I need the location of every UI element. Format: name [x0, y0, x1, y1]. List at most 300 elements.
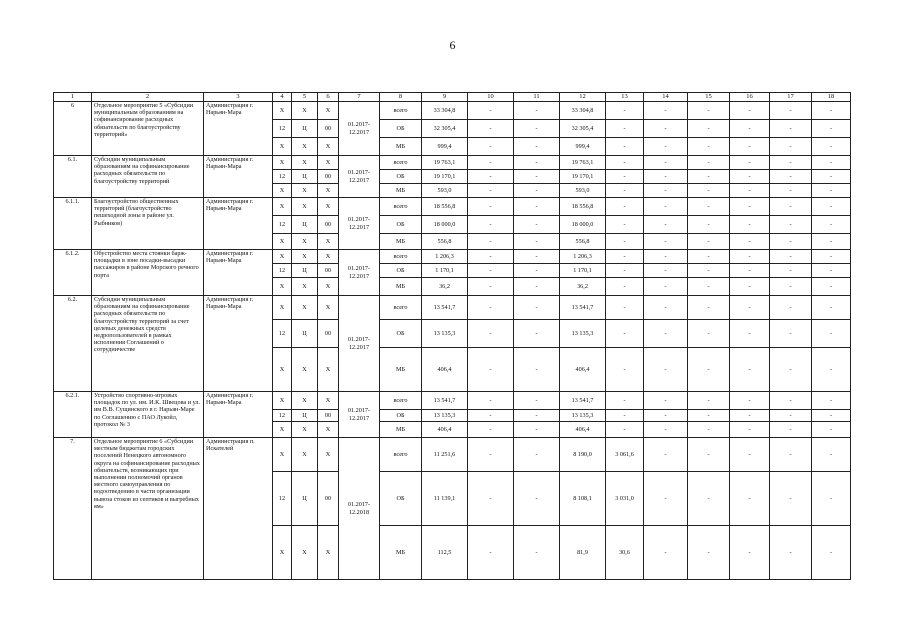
source-cell: ОБ — [380, 472, 422, 526]
value-cell: 11 251,6 — [422, 438, 468, 472]
code-cell: Х — [318, 250, 339, 264]
value-cell: 19 763,1 — [560, 156, 606, 170]
code-cell: Х — [273, 234, 292, 250]
value-cell: - — [730, 184, 770, 198]
value-cell: 18 556,8 — [560, 198, 606, 216]
value-cell: - — [688, 422, 730, 438]
value-cell: 13 541,7 — [422, 392, 468, 410]
code-cell: Х — [318, 138, 339, 156]
value-cell: - — [730, 320, 770, 348]
header-row — [54, 93, 851, 102]
value-cell: - — [468, 198, 514, 216]
value-cell: - — [514, 278, 560, 296]
value-cell: - — [688, 156, 730, 170]
header-cell: 17 — [770, 93, 812, 102]
item-number: 6.1. — [54, 156, 92, 198]
value-cell: - — [606, 216, 644, 234]
value-cell: - — [468, 156, 514, 170]
value-cell: 406,4 — [422, 422, 468, 438]
value-cell: 1 170,1 — [422, 264, 468, 278]
value-cell: 19 170,1 — [560, 170, 606, 184]
code-cell: Х — [318, 438, 339, 472]
code-cell: Х — [273, 438, 292, 472]
value-cell: - — [644, 438, 688, 472]
code-cell: Х — [292, 250, 318, 264]
code-cell: Х — [273, 392, 292, 410]
value-cell: - — [730, 422, 770, 438]
period: 01.2017-12.2018 — [339, 438, 380, 580]
value-cell: - — [730, 526, 770, 580]
value-cell: 13 135,3 — [422, 320, 468, 348]
code-cell: Х — [273, 198, 292, 216]
value-cell: - — [812, 216, 851, 234]
table-row — [54, 250, 851, 264]
value-cell: - — [644, 234, 688, 250]
header-cell: 12 — [560, 93, 606, 102]
value-cell: - — [606, 120, 644, 138]
value-cell: - — [688, 216, 730, 234]
value-cell: - — [730, 234, 770, 250]
value-cell: - — [468, 320, 514, 348]
source-cell: МБ — [380, 184, 422, 198]
code-cell: Х — [292, 526, 318, 580]
value-cell: 406,4 — [560, 422, 606, 438]
value-cell: 1 206,3 — [560, 250, 606, 264]
value-cell: - — [514, 170, 560, 184]
value-cell: - — [644, 392, 688, 410]
value-cell: - — [688, 472, 730, 526]
value-cell: - — [606, 264, 644, 278]
code-cell: Х — [273, 102, 292, 120]
code-cell: Х — [273, 156, 292, 170]
value-cell: - — [468, 410, 514, 422]
code-cell: Ц — [292, 170, 318, 184]
item-name: Устройство спортивно-игровых площадок по ул. им. И.К. Швецова и ул. им В.В. Сущинского в г. Нарьян-Маре по Соглашению с ПАО Лукойл, протокол № 3 — [92, 392, 204, 438]
value-cell: - — [514, 296, 560, 320]
value-cell: 13 541,7 — [560, 392, 606, 410]
value-cell: - — [688, 138, 730, 156]
code-cell: Х — [273, 526, 292, 580]
value-cell: 18 000,0 — [560, 216, 606, 234]
value-cell: - — [812, 156, 851, 170]
value-cell: 32 305,4 — [422, 120, 468, 138]
value-cell: - — [812, 320, 851, 348]
source-cell: МБ — [380, 348, 422, 392]
value-cell: - — [812, 410, 851, 422]
value-cell: - — [606, 170, 644, 184]
value-cell: - — [688, 170, 730, 184]
code-cell: Х — [292, 156, 318, 170]
code-cell: 12 — [273, 170, 292, 184]
value-cell: - — [688, 526, 730, 580]
value-cell: - — [812, 234, 851, 250]
value-cell: - — [812, 472, 851, 526]
value-cell: - — [812, 138, 851, 156]
value-cell: - — [644, 216, 688, 234]
value-cell: - — [770, 526, 812, 580]
value-cell: - — [468, 392, 514, 410]
value-cell: - — [730, 216, 770, 234]
executor: Администрация г. Нарьян-Мара — [204, 198, 273, 250]
value-cell: - — [468, 438, 514, 472]
source-cell: ОБ — [380, 410, 422, 422]
value-cell: 32 305,4 — [560, 120, 606, 138]
value-cell: - — [730, 348, 770, 392]
value-cell: - — [730, 198, 770, 216]
value-cell: - — [514, 392, 560, 410]
value-cell: - — [730, 156, 770, 170]
value-cell: 13 541,7 — [422, 296, 468, 320]
value-cell: 36,2 — [422, 278, 468, 296]
page-number: 6 — [449, 38, 456, 52]
value-cell: - — [812, 392, 851, 410]
code-cell: Х — [292, 348, 318, 392]
value-cell: - — [688, 120, 730, 138]
value-cell: - — [812, 184, 851, 198]
value-cell: - — [644, 138, 688, 156]
header-cell: 7 — [339, 93, 380, 102]
header-cell: 1 — [54, 93, 92, 102]
executor: Администрация г. Нарьян-Мара — [204, 102, 273, 156]
code-cell: Х — [273, 184, 292, 198]
value-cell: 406,4 — [560, 348, 606, 392]
table-row — [54, 102, 851, 120]
value-cell: - — [606, 102, 644, 120]
code-cell: Х — [273, 422, 292, 438]
source-cell: всего — [380, 250, 422, 264]
value-cell: 1 170,1 — [560, 264, 606, 278]
code-cell: Х — [318, 102, 339, 120]
value-cell: - — [644, 320, 688, 348]
header-cell: 5 — [292, 93, 318, 102]
header-cell: 13 — [606, 93, 644, 102]
source-cell: МБ — [380, 526, 422, 580]
value-cell: - — [688, 234, 730, 250]
table-row — [54, 438, 851, 472]
value-cell: - — [514, 138, 560, 156]
value-cell: - — [606, 278, 644, 296]
period: 01.2017-12.2017 — [339, 198, 380, 250]
value-cell: - — [606, 138, 644, 156]
value-cell: 112,5 — [422, 526, 468, 580]
code-cell: 12 — [273, 120, 292, 138]
header-cell: 2 — [92, 93, 204, 102]
value-cell: - — [606, 348, 644, 392]
value-cell: - — [644, 526, 688, 580]
value-cell: - — [688, 348, 730, 392]
value-cell: - — [606, 250, 644, 264]
header-cell: 18 — [812, 93, 851, 102]
item-name: Субсидии муниципальным образованиям на софинансирование расходных обязательств по благоустройству территорий за счет целевых денежных средств недропользователей в рамках исполнения Соглашений о сотрудничестве — [92, 296, 204, 392]
value-cell: - — [770, 320, 812, 348]
value-cell: - — [644, 184, 688, 198]
value-cell: - — [688, 392, 730, 410]
executor: Администрация г. Нарьян-Мара — [204, 250, 273, 296]
value-cell: - — [606, 234, 644, 250]
value-cell: 13 135,3 — [422, 410, 468, 422]
value-cell: 11 139,1 — [422, 472, 468, 526]
header-cell: 16 — [730, 93, 770, 102]
value-cell: - — [730, 410, 770, 422]
value-cell: - — [514, 264, 560, 278]
value-cell: - — [770, 278, 812, 296]
value-cell: 556,8 — [560, 234, 606, 250]
source-cell: ОБ — [380, 120, 422, 138]
value-cell: - — [606, 184, 644, 198]
item-number: 6.2. — [54, 296, 92, 392]
value-cell: - — [770, 234, 812, 250]
value-cell: - — [644, 410, 688, 422]
budget-table — [53, 92, 851, 580]
value-cell: - — [468, 120, 514, 138]
value-cell: - — [606, 410, 644, 422]
code-cell: 00 — [318, 120, 339, 138]
code-cell: 12 — [273, 216, 292, 234]
code-cell: Х — [318, 296, 339, 320]
table-row — [54, 156, 851, 170]
value-cell: 33 304,8 — [560, 102, 606, 120]
value-cell: - — [606, 156, 644, 170]
source-cell: МБ — [380, 278, 422, 296]
value-cell: 81,9 — [560, 526, 606, 580]
header-cell: 4 — [273, 93, 292, 102]
table-row — [54, 198, 851, 216]
value-cell: - — [468, 234, 514, 250]
value-cell: - — [770, 250, 812, 264]
value-cell: - — [468, 422, 514, 438]
value-cell: - — [770, 296, 812, 320]
value-cell: - — [514, 216, 560, 234]
code-cell: Х — [318, 278, 339, 296]
value-cell: - — [688, 102, 730, 120]
code-cell: 00 — [318, 472, 339, 526]
header-cell: 8 — [380, 93, 422, 102]
value-cell: - — [730, 250, 770, 264]
source-cell: всего — [380, 156, 422, 170]
source-cell: всего — [380, 392, 422, 410]
value-cell: - — [812, 348, 851, 392]
header-cell: 14 — [644, 93, 688, 102]
value-cell: - — [514, 472, 560, 526]
source-cell: всего — [380, 198, 422, 216]
source-cell: ОБ — [380, 170, 422, 184]
value-cell: - — [730, 278, 770, 296]
code-cell: Ц — [292, 120, 318, 138]
item-name: Обустройство места стоянки барж-площадки в зоне посадки-высадки пассажиров в районе Морского речного порта — [92, 250, 204, 296]
value-cell: - — [688, 320, 730, 348]
code-cell: Х — [292, 438, 318, 472]
value-cell: - — [730, 102, 770, 120]
value-cell: 13 135,3 — [560, 410, 606, 422]
code-cell: Х — [292, 296, 318, 320]
value-cell: 36,2 — [560, 278, 606, 296]
value-cell: - — [606, 198, 644, 216]
period: 01.2017-12.2017 — [339, 102, 380, 156]
value-cell: - — [468, 102, 514, 120]
value-cell: - — [688, 410, 730, 422]
value-cell: - — [644, 102, 688, 120]
source-cell: всего — [380, 102, 422, 120]
item-name: Благоустройство общественных территорий (благоустройство пешеходной зоны в районе ул. Рыбников) — [92, 198, 204, 250]
code-cell: Х — [292, 102, 318, 120]
code-cell: Ц — [292, 320, 318, 348]
value-cell: - — [770, 156, 812, 170]
value-cell: - — [644, 422, 688, 438]
period: 01.2017-12.2017 — [339, 250, 380, 296]
value-cell: - — [514, 438, 560, 472]
header-cell: 9 — [422, 93, 468, 102]
code-cell: 12 — [273, 410, 292, 422]
value-cell: - — [644, 348, 688, 392]
value-cell: 18 556,8 — [422, 198, 468, 216]
value-cell: - — [644, 296, 688, 320]
value-cell: - — [644, 198, 688, 216]
value-cell: - — [514, 348, 560, 392]
code-cell: Х — [292, 234, 318, 250]
value-cell: - — [812, 198, 851, 216]
value-cell: - — [468, 250, 514, 264]
value-cell: - — [770, 264, 812, 278]
code-cell: Х — [292, 138, 318, 156]
value-cell: 1 206,3 — [422, 250, 468, 264]
value-cell: 593,0 — [422, 184, 468, 198]
value-cell: - — [514, 526, 560, 580]
value-cell: - — [468, 526, 514, 580]
code-cell: Х — [292, 278, 318, 296]
value-cell: - — [644, 278, 688, 296]
header-cell: 6 — [318, 93, 339, 102]
value-cell: - — [688, 264, 730, 278]
value-cell: 999,4 — [560, 138, 606, 156]
table-row — [54, 296, 851, 320]
value-cell: - — [730, 438, 770, 472]
value-cell: - — [468, 184, 514, 198]
period: 01.2017-12.2017 — [339, 296, 380, 392]
value-cell: - — [812, 296, 851, 320]
value-cell: - — [468, 296, 514, 320]
value-cell: - — [688, 296, 730, 320]
value-cell: - — [688, 184, 730, 198]
value-cell: - — [812, 526, 851, 580]
value-cell: - — [606, 422, 644, 438]
code-cell: Х — [273, 348, 292, 392]
value-cell: - — [468, 472, 514, 526]
value-cell: - — [468, 348, 514, 392]
item-number: 7. — [54, 438, 92, 580]
value-cell: - — [514, 156, 560, 170]
value-cell: - — [468, 170, 514, 184]
value-cell: - — [514, 102, 560, 120]
value-cell: - — [514, 320, 560, 348]
code-cell: Ц — [292, 264, 318, 278]
value-cell: - — [770, 198, 812, 216]
value-cell: - — [514, 184, 560, 198]
value-cell: - — [514, 120, 560, 138]
value-cell: - — [730, 170, 770, 184]
code-cell: 00 — [318, 410, 339, 422]
header-cell: 3 — [204, 93, 273, 102]
value-cell: - — [514, 410, 560, 422]
item-number: 6 — [54, 102, 92, 156]
code-cell: Х — [318, 198, 339, 216]
value-cell: - — [770, 138, 812, 156]
value-cell: - — [770, 184, 812, 198]
value-cell: - — [644, 120, 688, 138]
code-cell: 00 — [318, 264, 339, 278]
source-cell: ОБ — [380, 216, 422, 234]
code-cell: 12 — [273, 472, 292, 526]
header-cell: 10 — [468, 93, 514, 102]
code-cell: Х — [273, 296, 292, 320]
value-cell: - — [606, 320, 644, 348]
source-cell: ОБ — [380, 320, 422, 348]
period: 01.2017-12.2017 — [339, 392, 380, 438]
item-number: 6.1.2. — [54, 250, 92, 296]
value-cell: - — [770, 392, 812, 410]
value-cell: - — [514, 250, 560, 264]
value-cell: 19 170,1 — [422, 170, 468, 184]
code-cell: Х — [318, 156, 339, 170]
value-cell: - — [730, 138, 770, 156]
value-cell: - — [812, 438, 851, 472]
value-cell: 13 541,7 — [560, 296, 606, 320]
value-cell: - — [770, 348, 812, 392]
code-cell: Ц — [292, 410, 318, 422]
value-cell: 3 031,0 — [606, 472, 644, 526]
value-cell: - — [812, 102, 851, 120]
value-cell: - — [514, 234, 560, 250]
code-cell: Х — [273, 138, 292, 156]
value-cell: - — [770, 120, 812, 138]
source-cell: МБ — [380, 422, 422, 438]
value-cell: - — [812, 120, 851, 138]
code-cell: Х — [318, 392, 339, 410]
executor: Администрация г. Нарьян-Мара — [204, 156, 273, 198]
code-cell: 12 — [273, 264, 292, 278]
code-cell: Х — [273, 250, 292, 264]
value-cell: 556,8 — [422, 234, 468, 250]
value-cell: - — [606, 392, 644, 410]
value-cell: - — [770, 422, 812, 438]
code-cell: 00 — [318, 170, 339, 184]
value-cell: - — [606, 296, 644, 320]
value-cell: - — [770, 472, 812, 526]
source-cell: всего — [380, 438, 422, 472]
source-cell: всего — [380, 296, 422, 320]
value-cell: - — [688, 198, 730, 216]
code-cell: Ц — [292, 472, 318, 526]
item-name: Отдельное мероприятие 5 «Субсидии муниципальным образованиям на софинансирование расходных обязательств по благоустройству территорий» — [92, 102, 204, 156]
value-cell: - — [770, 410, 812, 422]
value-cell: 33 304,8 — [422, 102, 468, 120]
value-cell: - — [468, 264, 514, 278]
code-cell: Х — [292, 198, 318, 216]
value-cell: - — [688, 250, 730, 264]
code-cell: Х — [292, 422, 318, 438]
value-cell: - — [644, 264, 688, 278]
value-cell: 593,0 — [560, 184, 606, 198]
code-cell: Х — [318, 526, 339, 580]
item-name: Субсидии муниципальным образованиям на софинансирование расходных обязательств по благоустройству территорий — [92, 156, 204, 198]
code-cell: Х — [292, 392, 318, 410]
code-cell: Х — [318, 234, 339, 250]
source-cell: МБ — [380, 138, 422, 156]
table-row — [54, 392, 851, 410]
value-cell: - — [644, 250, 688, 264]
value-cell: - — [644, 156, 688, 170]
value-cell: - — [770, 102, 812, 120]
value-cell: 30,6 — [606, 526, 644, 580]
